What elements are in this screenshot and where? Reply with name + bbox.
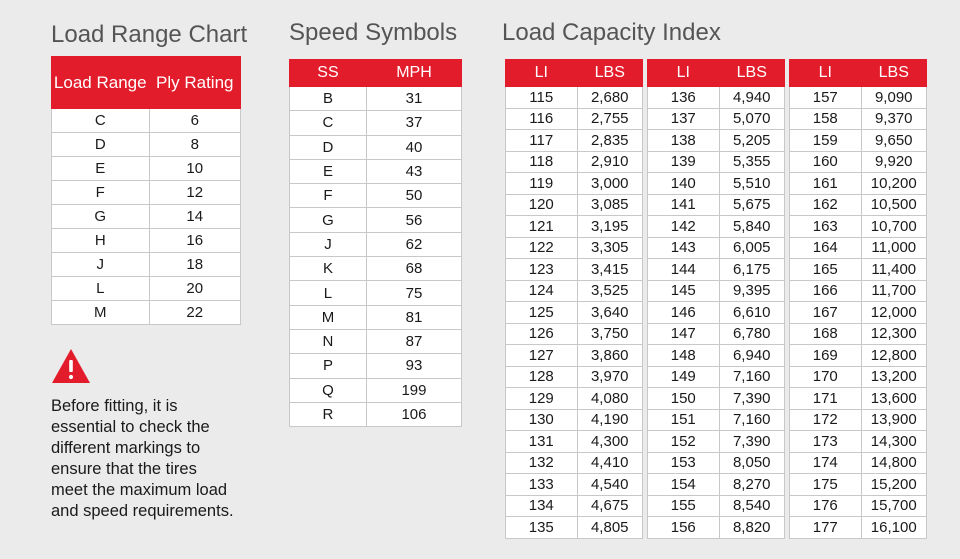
lci-row <box>648 323 785 345</box>
lci-row <box>506 259 643 281</box>
speed-cell: 199 <box>366 378 461 402</box>
lci-cell: 132 <box>506 452 578 474</box>
speed-symbols-title: Speed Symbols <box>289 19 458 46</box>
lci-row <box>648 302 785 324</box>
load-range-cell: 12 <box>149 181 241 205</box>
lci-cell: 175 <box>790 474 862 496</box>
lci-cell: 163 <box>790 216 862 238</box>
load-range-row <box>52 133 241 157</box>
lci-row <box>790 302 927 324</box>
lci-header-li: LI <box>648 60 720 87</box>
lci-cell: 124 <box>506 280 578 302</box>
lci-cell: 4,805 <box>577 517 643 539</box>
lci-cell: 11,400 <box>861 259 927 281</box>
lci-cell: 4,940 <box>719 87 785 109</box>
lci-cell: 131 <box>506 431 578 453</box>
speed-header-ss: SS <box>290 60 367 87</box>
load-range-cell: 16 <box>149 229 241 253</box>
lci-cell: 14,300 <box>861 431 927 453</box>
lci-cell: 5,070 <box>719 108 785 130</box>
warning-triangle-icon <box>51 348 91 384</box>
lci-cell: 143 <box>648 237 720 259</box>
lci-cell: 8,050 <box>719 452 785 474</box>
speed-cell: C <box>290 111 367 135</box>
lci-cell: 2,835 <box>577 130 643 152</box>
lci-cell: 13,900 <box>861 409 927 431</box>
speed-cell: 43 <box>366 159 461 183</box>
load-range-cell: 8 <box>149 133 241 157</box>
lci-cell: 2,680 <box>577 87 643 109</box>
lci-cell: 161 <box>790 173 862 195</box>
lci-row <box>790 517 927 539</box>
lci-cell: 13,200 <box>861 366 927 388</box>
lci-cell: 12,300 <box>861 323 927 345</box>
lci-cell: 167 <box>790 302 862 324</box>
lci-row <box>648 130 785 152</box>
lci-cell: 16,100 <box>861 517 927 539</box>
speed-row <box>290 135 462 159</box>
lci-cell: 9,920 <box>861 151 927 173</box>
lci-cell: 122 <box>506 237 578 259</box>
lci-row <box>648 173 785 195</box>
lci-cell: 120 <box>506 194 578 216</box>
lci-cell: 3,860 <box>577 345 643 367</box>
speed-cell: 93 <box>366 354 461 378</box>
lci-row <box>506 237 643 259</box>
load-range-cell: 20 <box>149 277 241 301</box>
lci-row <box>648 388 785 410</box>
lci-cell: 136 <box>648 87 720 109</box>
load-range-header-range: Load Range <box>52 57 150 109</box>
load-range-cell: D <box>52 133 150 157</box>
lci-cell: 13,600 <box>861 388 927 410</box>
lci-cell: 156 <box>648 517 720 539</box>
lci-row <box>648 452 785 474</box>
lci-row <box>506 474 643 496</box>
lci-cell: 4,675 <box>577 495 643 517</box>
speed-row <box>290 159 462 183</box>
lci-cell: 11,000 <box>861 237 927 259</box>
lci-row <box>648 280 785 302</box>
lci-cell: 135 <box>506 517 578 539</box>
load-range-cell: 6 <box>149 109 241 133</box>
load-capacity-table-2 <box>647 59 785 539</box>
lci-cell: 10,200 <box>861 173 927 195</box>
lci-row <box>506 366 643 388</box>
lci-cell: 9,370 <box>861 108 927 130</box>
lci-header-lbs: LBS <box>719 60 785 87</box>
lci-cell: 5,840 <box>719 216 785 238</box>
speed-cell: B <box>290 87 367 111</box>
lci-cell: 116 <box>506 108 578 130</box>
lci-cell: 4,410 <box>577 452 643 474</box>
speed-row <box>290 257 462 281</box>
lci-cell: 150 <box>648 388 720 410</box>
lci-row <box>790 173 927 195</box>
lci-cell: 14,800 <box>861 452 927 474</box>
lci-cell: 166 <box>790 280 862 302</box>
lci-cell: 126 <box>506 323 578 345</box>
lci-row <box>790 345 927 367</box>
lci-cell: 8,270 <box>719 474 785 496</box>
lci-cell: 160 <box>790 151 862 173</box>
lci-row <box>790 130 927 152</box>
lci-row <box>790 280 927 302</box>
lci-cell: 140 <box>648 173 720 195</box>
lci-cell: 5,510 <box>719 173 785 195</box>
lci-cell: 7,390 <box>719 431 785 453</box>
lci-row <box>648 216 785 238</box>
load-range-row <box>52 253 241 277</box>
lci-cell: 177 <box>790 517 862 539</box>
lci-row <box>506 388 643 410</box>
lci-cell: 115 <box>506 87 578 109</box>
lci-cell: 6,940 <box>719 345 785 367</box>
lci-cell: 6,175 <box>719 259 785 281</box>
load-range-row <box>52 181 241 205</box>
lci-row <box>790 366 927 388</box>
lci-cell: 129 <box>506 388 578 410</box>
lci-row <box>506 409 643 431</box>
lci-header-li: LI <box>506 60 578 87</box>
lci-header-lbs: LBS <box>861 60 927 87</box>
lci-row <box>648 366 785 388</box>
load-range-header-ply: Ply Rating <box>149 57 241 109</box>
lci-row <box>506 151 643 173</box>
lci-row <box>790 194 927 216</box>
lci-cell: 7,160 <box>719 366 785 388</box>
load-range-row <box>52 229 241 253</box>
lci-row <box>648 151 785 173</box>
lci-cell: 118 <box>506 151 578 173</box>
lci-cell: 159 <box>790 130 862 152</box>
lci-row <box>648 517 785 539</box>
lci-row <box>790 216 927 238</box>
lci-cell: 3,415 <box>577 259 643 281</box>
speed-row <box>290 111 462 135</box>
lci-row <box>790 323 927 345</box>
lci-cell: 173 <box>790 431 862 453</box>
speed-cell: K <box>290 257 367 281</box>
lci-row <box>506 431 643 453</box>
lci-cell: 5,355 <box>719 151 785 173</box>
lci-cell: 4,190 <box>577 409 643 431</box>
lci-cell: 141 <box>648 194 720 216</box>
speed-cell: F <box>290 184 367 208</box>
lci-header-li: LI <box>790 60 862 87</box>
lci-row <box>648 108 785 130</box>
speed-cell: M <box>290 305 367 329</box>
load-range-row <box>52 205 241 229</box>
lci-cell: 119 <box>506 173 578 195</box>
lci-cell: 130 <box>506 409 578 431</box>
lci-cell: 162 <box>790 194 862 216</box>
speed-row <box>290 329 462 353</box>
speed-cell: 31 <box>366 87 461 111</box>
lci-cell: 9,090 <box>861 87 927 109</box>
speed-symbols-table <box>289 59 462 427</box>
load-range-cell: C <box>52 109 150 133</box>
lci-cell: 152 <box>648 431 720 453</box>
load-range-cell: 22 <box>149 301 241 325</box>
lci-row <box>506 517 643 539</box>
lci-cell: 10,700 <box>861 216 927 238</box>
lci-row <box>648 194 785 216</box>
lci-cell: 123 <box>506 259 578 281</box>
speed-cell: 68 <box>366 257 461 281</box>
lci-row <box>506 302 643 324</box>
lci-row <box>506 280 643 302</box>
lci-cell: 11,700 <box>861 280 927 302</box>
lci-cell: 154 <box>648 474 720 496</box>
load-range-cell: L <box>52 277 150 301</box>
speed-cell: 40 <box>366 135 461 159</box>
lci-cell: 128 <box>506 366 578 388</box>
lci-cell: 117 <box>506 130 578 152</box>
lci-cell: 9,395 <box>719 280 785 302</box>
load-range-cell: J <box>52 253 150 277</box>
lci-cell: 158 <box>790 108 862 130</box>
lci-cell: 3,970 <box>577 366 643 388</box>
lci-cell: 153 <box>648 452 720 474</box>
load-range-cell: E <box>52 157 150 181</box>
lci-cell: 3,000 <box>577 173 643 195</box>
lci-row <box>790 108 927 130</box>
lci-cell: 134 <box>506 495 578 517</box>
lci-cell: 5,675 <box>719 194 785 216</box>
speed-row <box>290 305 462 329</box>
lci-cell: 171 <box>790 388 862 410</box>
lci-cell: 3,305 <box>577 237 643 259</box>
lci-cell: 121 <box>506 216 578 238</box>
lci-cell: 9,650 <box>861 130 927 152</box>
lci-row <box>506 345 643 367</box>
speed-header-mph: MPH <box>366 60 461 87</box>
speed-cell: N <box>290 329 367 353</box>
lci-cell: 145 <box>648 280 720 302</box>
lci-cell: 3,640 <box>577 302 643 324</box>
speed-row <box>290 184 462 208</box>
lci-cell: 8,540 <box>719 495 785 517</box>
lci-cell: 169 <box>790 345 862 367</box>
lci-row <box>790 452 927 474</box>
speed-cell: 87 <box>366 329 461 353</box>
lci-cell: 155 <box>648 495 720 517</box>
speed-cell: 62 <box>366 232 461 256</box>
lci-row <box>506 452 643 474</box>
lci-cell: 176 <box>790 495 862 517</box>
speed-cell: 75 <box>366 281 461 305</box>
load-range-row <box>52 301 241 325</box>
lci-row <box>790 87 927 109</box>
lci-row <box>506 495 643 517</box>
lci-row <box>790 495 927 517</box>
load-range-cell: 10 <box>149 157 241 181</box>
speed-cell: P <box>290 354 367 378</box>
lci-cell: 172 <box>790 409 862 431</box>
load-range-table <box>51 56 241 325</box>
lci-cell: 15,700 <box>861 495 927 517</box>
lci-cell: 3,525 <box>577 280 643 302</box>
lci-cell: 6,780 <box>719 323 785 345</box>
lci-cell: 139 <box>648 151 720 173</box>
load-range-title: Load Range Chart <box>51 21 248 48</box>
load-range-cell: G <box>52 205 150 229</box>
lci-cell: 168 <box>790 323 862 345</box>
speed-cell: E <box>290 159 367 183</box>
lci-cell: 146 <box>648 302 720 324</box>
lci-row <box>790 409 927 431</box>
speed-cell: J <box>290 232 367 256</box>
lci-cell: 4,300 <box>577 431 643 453</box>
speed-cell: 37 <box>366 111 461 135</box>
speed-row <box>290 402 462 426</box>
lci-row <box>648 474 785 496</box>
lci-cell: 174 <box>790 452 862 474</box>
lci-cell: 12,800 <box>861 345 927 367</box>
lci-row <box>648 409 785 431</box>
speed-row <box>290 378 462 402</box>
warning-note: Before fitting, it is essential to check the different markings to ensure that the tires meet the maximum load and speed requirements. <box>51 397 234 520</box>
lci-cell: 137 <box>648 108 720 130</box>
lci-header-lbs: LBS <box>577 60 643 87</box>
speed-cell: L <box>290 281 367 305</box>
lci-cell: 7,160 <box>719 409 785 431</box>
lci-cell: 148 <box>648 345 720 367</box>
speed-cell: 106 <box>366 402 461 426</box>
lci-row <box>506 108 643 130</box>
lci-cell: 149 <box>648 366 720 388</box>
lci-cell: 170 <box>790 366 862 388</box>
speed-row <box>290 208 462 232</box>
lci-cell: 4,540 <box>577 474 643 496</box>
lci-row <box>506 87 643 109</box>
lci-row <box>790 474 927 496</box>
load-range-cell: 18 <box>149 253 241 277</box>
speed-cell: 50 <box>366 184 461 208</box>
speed-row <box>290 281 462 305</box>
load-capacity-table-3 <box>789 59 927 539</box>
lci-cell: 7,390 <box>719 388 785 410</box>
lci-cell: 133 <box>506 474 578 496</box>
lci-cell: 5,205 <box>719 130 785 152</box>
lci-cell: 8,820 <box>719 517 785 539</box>
lci-row <box>506 216 643 238</box>
lci-cell: 4,080 <box>577 388 643 410</box>
speed-cell: G <box>290 208 367 232</box>
lci-row <box>506 173 643 195</box>
lci-cell: 142 <box>648 216 720 238</box>
lci-row <box>648 237 785 259</box>
lci-cell: 125 <box>506 302 578 324</box>
lci-cell: 147 <box>648 323 720 345</box>
lci-row <box>790 151 927 173</box>
load-capacity-title: Load Capacity Index <box>502 19 721 46</box>
load-range-cell: H <box>52 229 150 253</box>
load-capacity-table-1 <box>505 59 643 539</box>
lci-row <box>648 87 785 109</box>
lci-row <box>506 323 643 345</box>
lci-cell: 164 <box>790 237 862 259</box>
lci-row <box>506 194 643 216</box>
lci-row <box>790 388 927 410</box>
speed-cell: Q <box>290 378 367 402</box>
speed-cell: 81 <box>366 305 461 329</box>
lci-cell: 3,750 <box>577 323 643 345</box>
lci-cell: 15,200 <box>861 474 927 496</box>
lci-cell: 2,755 <box>577 108 643 130</box>
lci-cell: 144 <box>648 259 720 281</box>
lci-row <box>506 130 643 152</box>
lci-row <box>790 259 927 281</box>
lci-cell: 2,910 <box>577 151 643 173</box>
speed-row <box>290 354 462 378</box>
lci-cell: 6,610 <box>719 302 785 324</box>
speed-row <box>290 232 462 256</box>
lci-row <box>648 495 785 517</box>
load-range-cell: F <box>52 181 150 205</box>
lci-cell: 165 <box>790 259 862 281</box>
lci-cell: 3,195 <box>577 216 643 238</box>
lci-cell: 157 <box>790 87 862 109</box>
lci-cell: 151 <box>648 409 720 431</box>
load-range-cell: M <box>52 301 150 325</box>
speed-row <box>290 87 462 111</box>
load-range-row <box>52 109 241 133</box>
lci-row <box>648 431 785 453</box>
lci-row <box>648 345 785 367</box>
lci-cell: 10,500 <box>861 194 927 216</box>
lci-cell: 12,000 <box>861 302 927 324</box>
lci-cell: 3,085 <box>577 194 643 216</box>
lci-cell: 127 <box>506 345 578 367</box>
speed-cell: D <box>290 135 367 159</box>
load-range-row <box>52 277 241 301</box>
lci-row <box>790 431 927 453</box>
speed-cell: 56 <box>366 208 461 232</box>
load-range-cell: 14 <box>149 205 241 229</box>
load-range-row <box>52 157 241 181</box>
lci-cell: 6,005 <box>719 237 785 259</box>
lci-row <box>790 237 927 259</box>
lci-row <box>648 259 785 281</box>
speed-cell: R <box>290 402 367 426</box>
lci-cell: 138 <box>648 130 720 152</box>
